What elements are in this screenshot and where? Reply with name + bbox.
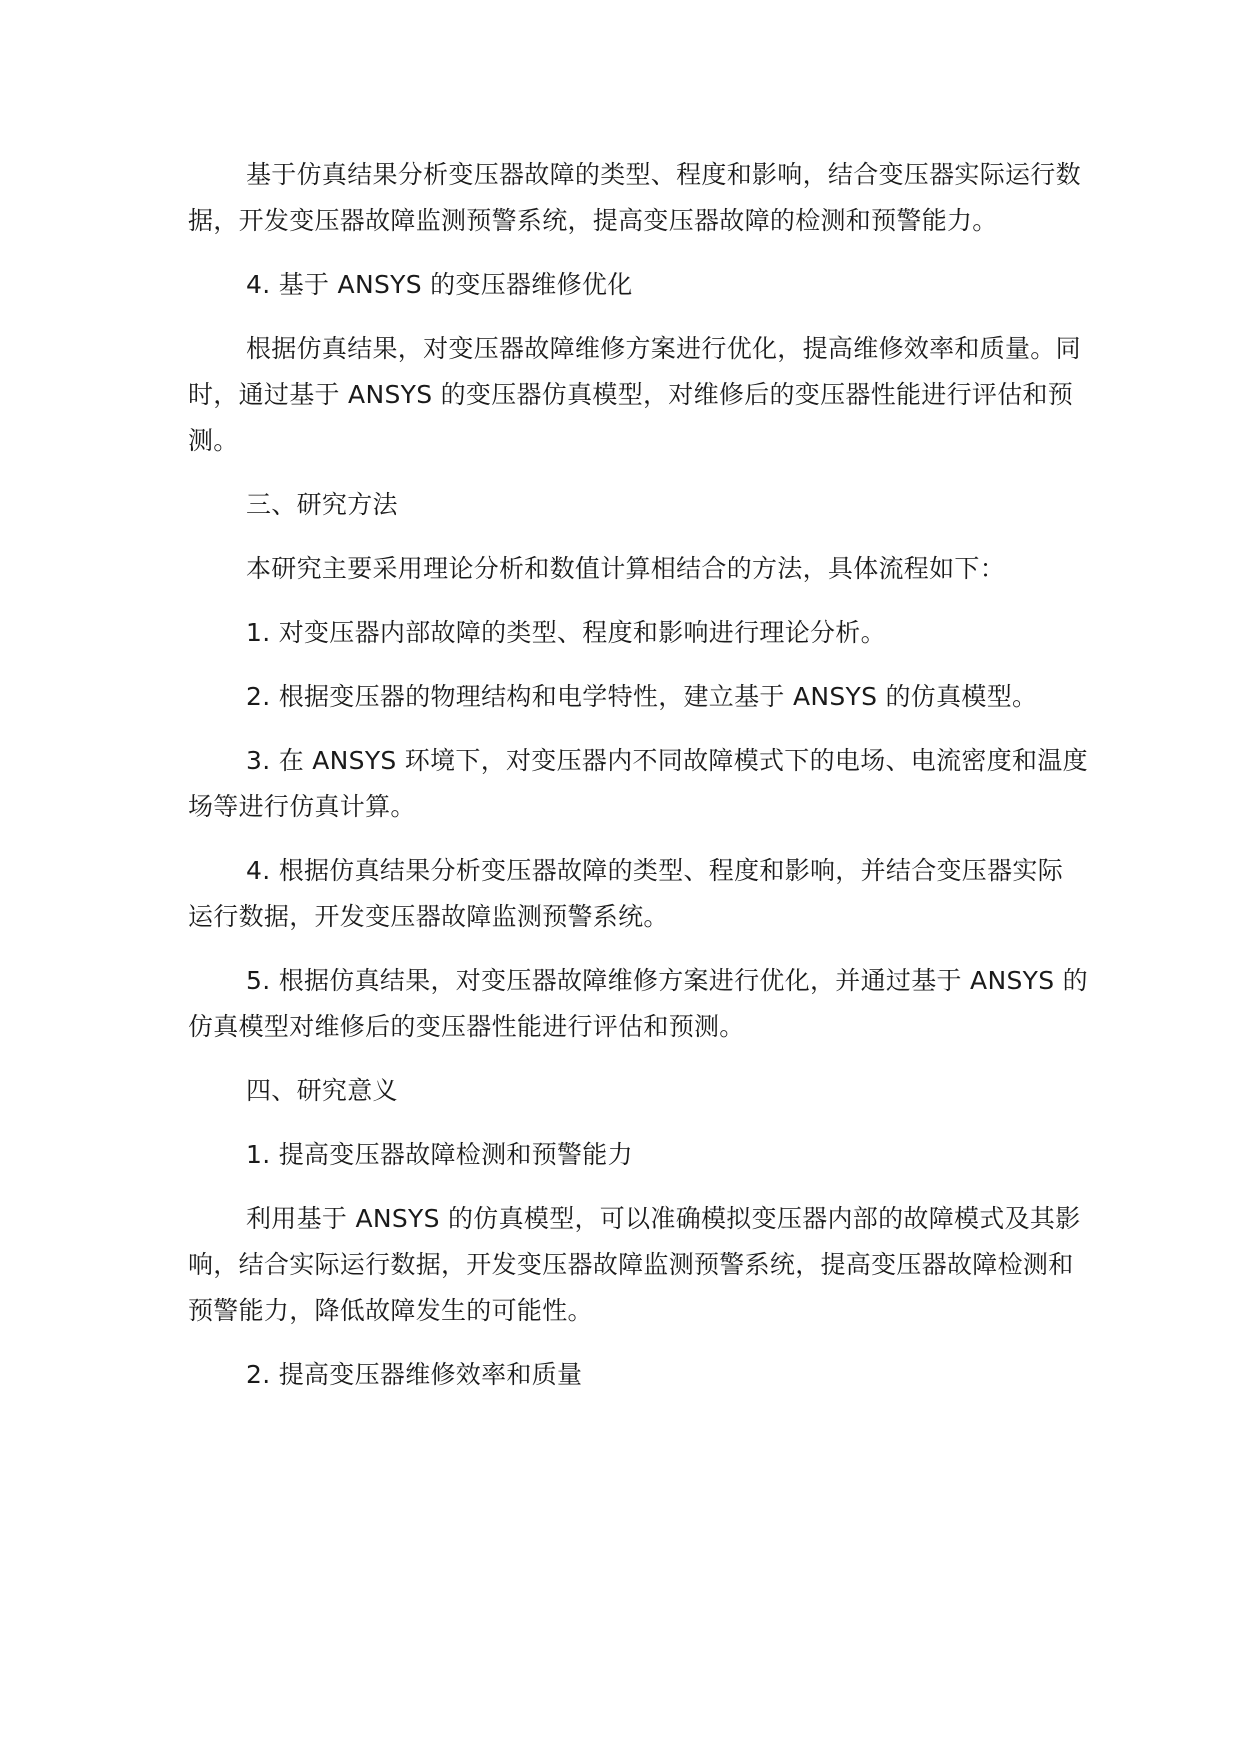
subheading-significance-1: 1. 提高变压器故障检测和预警能力 (246, 1140, 633, 1169)
document-body (188, 152, 1088, 1416)
heading-maintenance-optimization: 4. 基于 ANSYS 的变压器维修优化 (246, 270, 633, 299)
heading-research-significance: 四、研究意义 (246, 1076, 398, 1105)
list-item-method-5: 5. 根据仿真结果，对变压器故障维修方案进行优化，并通过基于 ANSYS 的仿真模型对维修后的变压器性能进行评估和预测。 (188, 966, 1088, 1041)
heading-research-methods: 三、研究方法 (246, 490, 398, 519)
subheading-significance-2: 2. 提高变压器维修效率和质量 (246, 1360, 583, 1389)
paragraph-maintenance-optimization: 根据仿真结果，对变压器故障维修方案进行优化，提高维修效率和质量。同时，通过基于 ANSYS 的变压器仿真模型，对维修后的变压器性能进行评估和预测。 (188, 334, 1081, 455)
paragraph-methods-intro: 本研究主要采用理论分析和数值计算相结合的方法，具体流程如下： (246, 554, 1006, 583)
list-item-method-4: 4. 根据仿真结果分析变压器故障的类型、程度和影响，并结合变压器实际运行数据，开发变压器故障监测预警系统。 (188, 856, 1064, 931)
paragraph-significance-1: 利用基于 ANSYS 的仿真模型，可以准确模拟变压器内部的故障模式及其影响，结合实际运行数据，开发变压器故障监测预警系统，提高变压器故障检测和预警能力，降低故障发生的可能性。 (188, 1204, 1081, 1325)
list-item-method-3: 3. 在 ANSYS 环境下，对变压器内不同故障模式下的电场、电流密度和温度场等进行仿真计算。 (188, 746, 1088, 821)
list-item-method-1: 1. 对变压器内部故障的类型、程度和影响进行理论分析。 (246, 618, 886, 647)
paragraph-fault-analysis: 基于仿真结果分析变压器故障的类型、程度和影响，结合变压器实际运行数据，开发变压器故障监测预警系统，提高变压器故障的检测和预警能力。 (188, 160, 1081, 235)
list-item-method-2: 2. 根据变压器的物理结构和电学特性，建立基于 ANSYS 的仿真模型。 (246, 682, 1038, 711)
